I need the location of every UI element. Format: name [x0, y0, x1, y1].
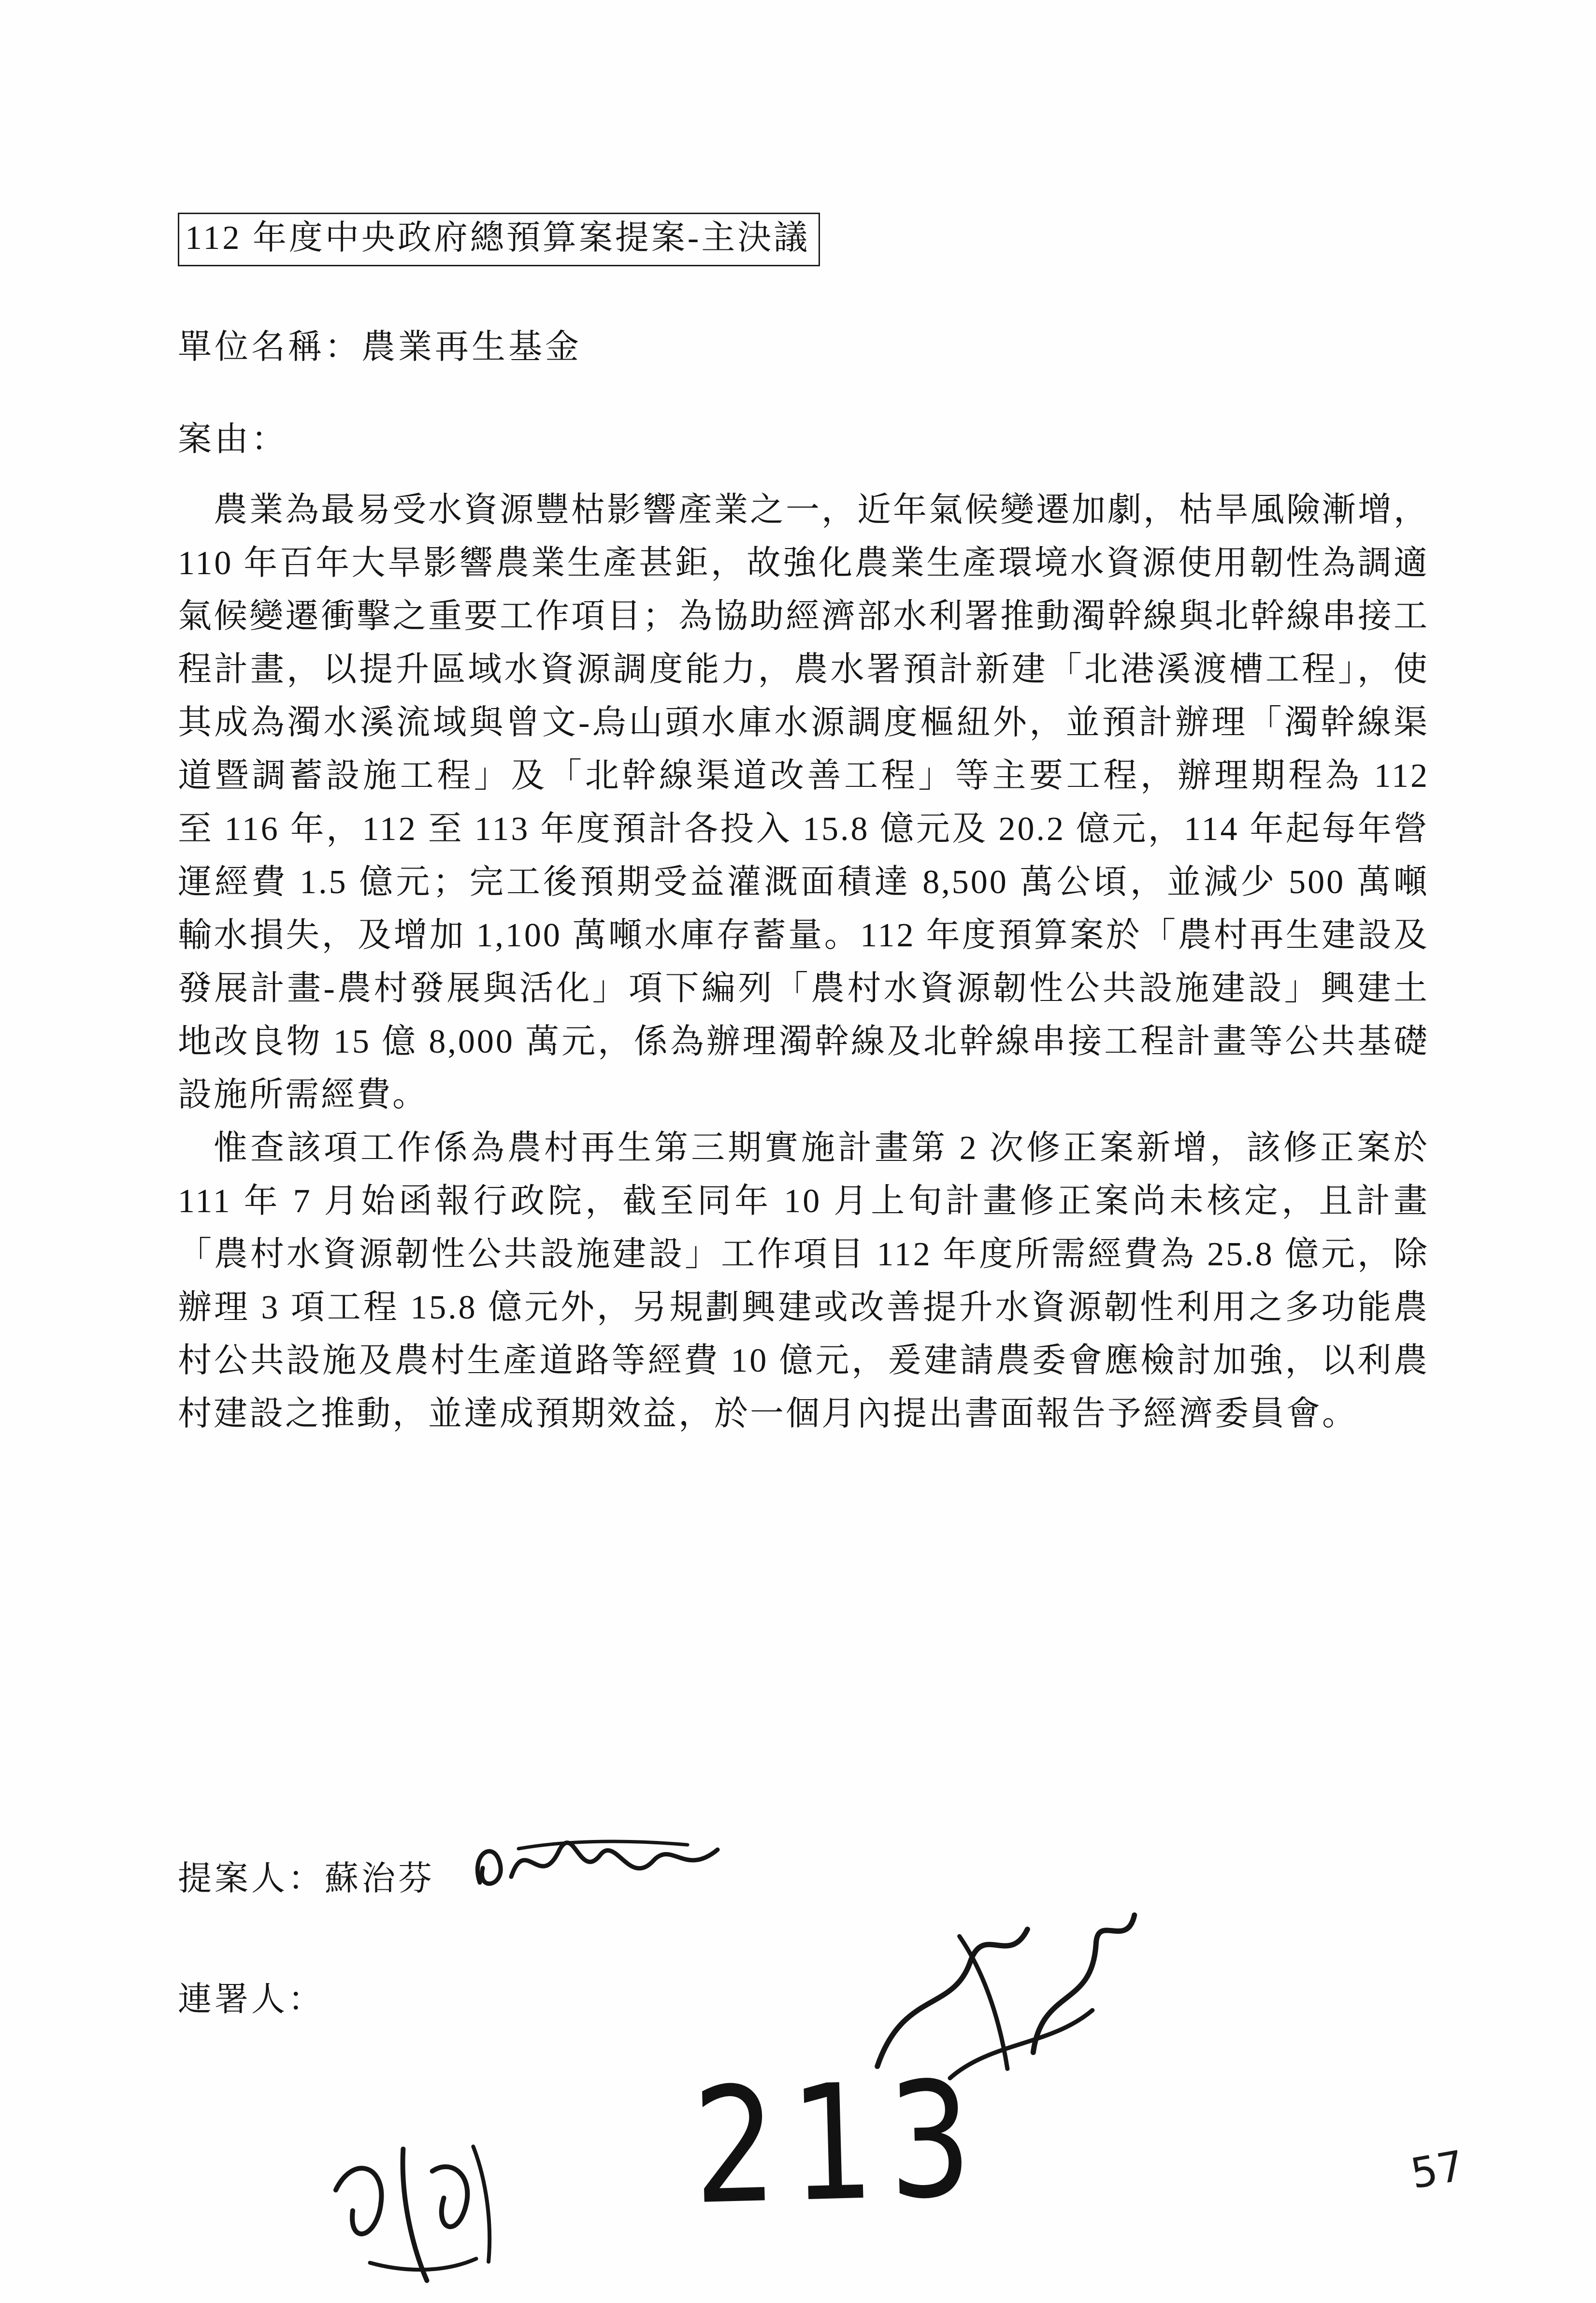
- document-body: [178, 213, 1429, 1441]
- cosigner-row: [178, 1972, 1429, 2030]
- document-title: 112 年度中央政府總預算案提案-主決議: [178, 213, 820, 266]
- proposer-row: [178, 1851, 1429, 1909]
- cosigner-signature-small: [302, 2115, 527, 2303]
- case-heading: 案由：: [178, 420, 288, 458]
- proposer-signature: [460, 1820, 731, 1916]
- case-paragraph-2: 惟查該項工作係為農村再生第三期實施計畫第 2 次修正案新增，該修正案於 111 年 7 月始函報行政院，截至同年 10 月上旬計畫修正案尚未核定，且計畫「農村水資源韌性公共設施建設」工作項目 112 年度所需經費為 25.8 億元，除辦理 3 項工程 15.8 億元外，另規劃興建或改善提升水資源韌性利用之多功能農村公共設施及農村生產道路等經費 10 億元，爰建請農委會應檢討加強，以利農村建設之推動，並達成預期效益，於一個月內提出書面報告予經濟委員會。: [178, 1129, 1429, 1433]
- page-number: 57: [1407, 2142, 1468, 2199]
- proposer-label: 提案人：蘇治芬: [178, 1860, 435, 1897]
- unit-name-line: 單位名稱：農業再生基金: [178, 328, 582, 366]
- handwritten-number: 213: [691, 2046, 989, 2240]
- case-paragraph-1: 農業為最易受水資源豐枯影響產業之一，近年氣候變遷加劇，枯旱風險漸增，110 年百年大旱影響農業生產甚鉅，故強化農業生產環境水資源使用韌性為調適氣候變遷衝擊之重要工作項目；為協助經濟部水利署推動濁幹線與北幹線串接工程計畫，以提升區域水資源調度能力，農水署預計新建「北港溪渡槽工程」，使其成為濁水溪流域與曾文-烏山頭水庫水源調度樞紐外，並預計辦理「濁幹線渠道暨調蓄設施工程」及「北幹線渠道改善工程」等主要工程，辦理期程為 112 至 116 年，112 至 113 年度預計各投入 15.8 億元及 20.2 億元，114 年起每年營運經費 1.5 億元；完工後預期受益灌溉面積達 8,500 萬公頃，並減少 500 萬噸輸水損失，及增加 1,100 萬噸水庫存蓄量。112 年度預算案於「農村再生建設及發展計畫-農村發展與活化」項下編列「農村水資源韌性公共設施建設」興建土地改良物 15 億 8,000 萬元，係為辦理濁幹線及北幹線串接工程計畫等公共基礎設施所需經費。: [178, 491, 1429, 1114]
- cosigner-label: 連署人：: [178, 1981, 325, 2018]
- signature-block: [178, 1851, 1429, 2030]
